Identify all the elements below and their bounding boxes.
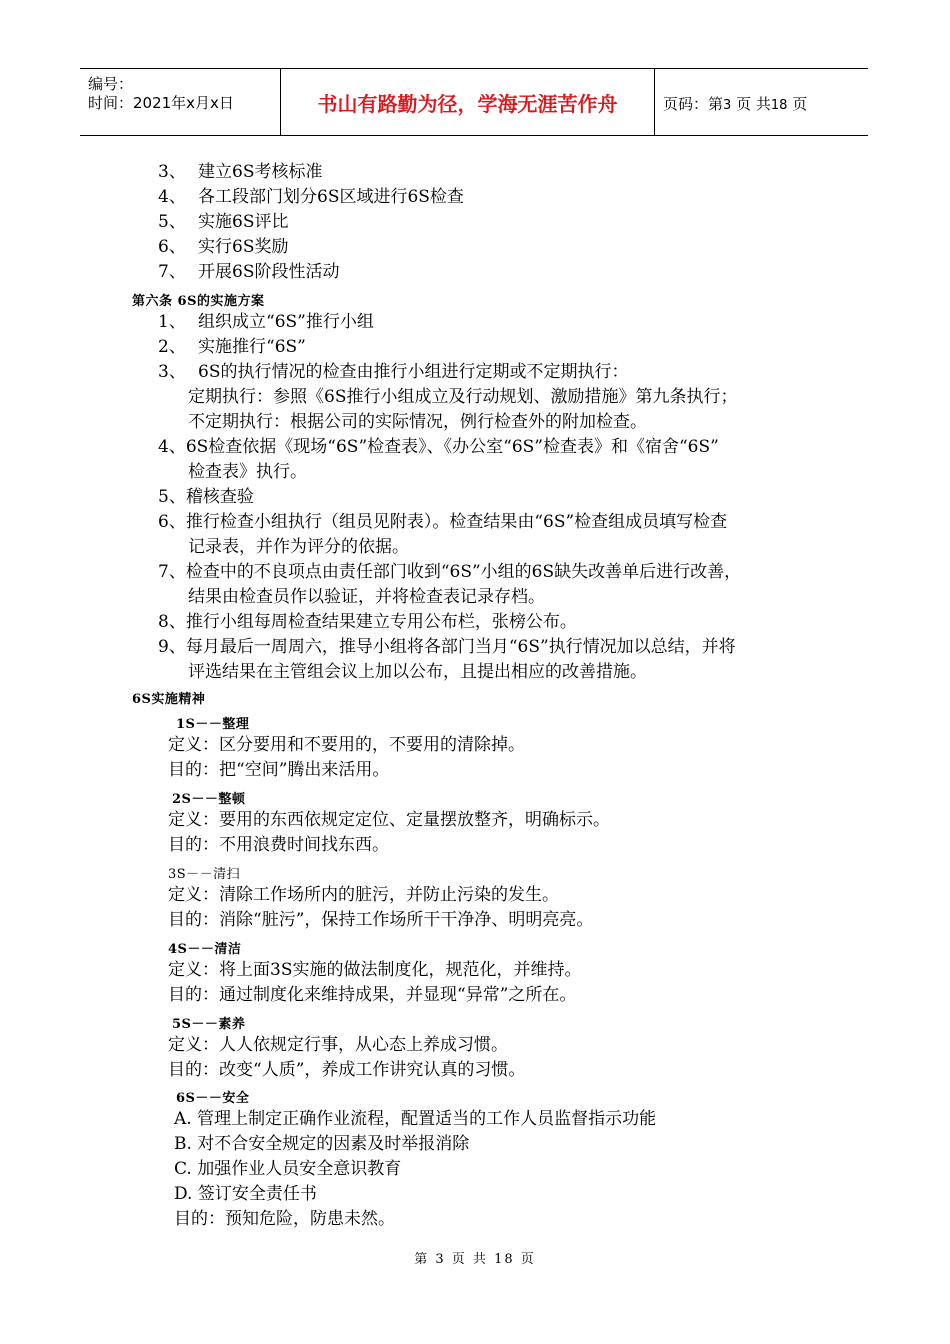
- aim-line: 目的：预知危险，防患未然。: [174, 1209, 395, 1229]
- list-item-detail: 不定期执行：根据公司的实际情况，例行检查外的附加检查。: [188, 412, 647, 432]
- list-item: 7、 开展6S阶段性活动: [158, 262, 340, 282]
- list-item: 6、 实行6S奖励: [158, 237, 289, 257]
- list-item: 3、 建立6S考核标准: [158, 162, 323, 182]
- subsection-title: 2S－－整顿: [172, 792, 246, 807]
- list-item-continued: 结果由检查员作以验证，并将检查表记录存档。: [188, 587, 545, 607]
- list-item-continued: 检查表》执行。: [188, 462, 307, 482]
- list-item: 4、 各工段部门划分6S区域进行6S检查: [158, 187, 464, 207]
- safety-point: C. 加强作业人员安全意识教育: [174, 1159, 402, 1179]
- list-item-continued: 记录表，并作为评分的依据。: [188, 537, 409, 557]
- header-motto: 书山有路勤为径，学海无涯苦作舟: [317, 91, 618, 116]
- section-heading: 第六条 6S的实施方案: [132, 294, 265, 309]
- aim-line: 目的：消除“脏污”，保持工作场所干干净净、明明亮亮。: [168, 910, 594, 930]
- list-item-continued: 评选结果在主管组会议上加以公布，且提出相应的改善措施。: [188, 662, 647, 682]
- definition-line: 定义：清除工作场所内的脏污，并防止污染的发生。: [168, 885, 559, 905]
- header-divider: [654, 69, 655, 135]
- section-heading: 6S实施精神: [132, 692, 206, 707]
- list-item-detail: 定期执行：参照《6S推行小组成立及行动规划、激励措施》第九条执行；: [188, 387, 738, 407]
- list-item: 3、 6S的执行情况的检查由推行小组进行定期或不定期执行：: [158, 362, 629, 382]
- list-item: 1、 组织成立“6S”推行小组: [158, 312, 374, 332]
- aim-line: 目的：把“空间”腾出来活用。: [168, 760, 390, 780]
- page-footer: 第 3 页 共 18 页: [414, 1252, 536, 1267]
- definition-line: 定义：要用的东西依规定定位、定量摆放整齐，明确标示。: [168, 810, 610, 830]
- aim-line: 目的：不用浪费时间找东西。: [168, 835, 389, 855]
- definition-line: 定义：将上面3S实施的做法制度化，规范化，并维持。: [168, 960, 582, 980]
- list-item: 8、推行小组每周检查结果建立专用公布栏，张榜公布。: [158, 612, 577, 632]
- serial-label: 编号：: [88, 75, 134, 93]
- list-item: 6、推行检查小组执行（组员见附表）。检查结果由“6S”检查组成员填写检查: [158, 512, 728, 532]
- safety-point: B. 对不合安全规定的因素及时举报消除: [174, 1134, 470, 1154]
- list-item: 5、稽核查验: [158, 487, 254, 507]
- subsection-title: 3S－－清扫: [168, 867, 241, 882]
- date-label: 时间：2021年x月x日: [88, 94, 234, 112]
- definition-line: 定义：区分要用和不要用的，不要用的清除掉。: [168, 735, 525, 755]
- list-item: 5、 实施6S评比: [158, 212, 289, 232]
- list-item: 7、检查中的不良项点由责任部门收到“6S”小组的6S缺失改善单后进行改善，: [158, 562, 742, 582]
- aim-line: 目的：改变“人质”，养成工作讲究认真的习惯。: [168, 1060, 526, 1080]
- page-header: [80, 68, 868, 136]
- subsection-title: 1S－－整理: [176, 717, 250, 732]
- subsection-title: 6S－－安全: [176, 1091, 250, 1106]
- list-item: 2、 实施推行“6S”: [158, 337, 306, 357]
- header-meta: [80, 69, 280, 135]
- subsection-title: 4S－－清洁: [168, 942, 242, 957]
- header-page-number: 页码：第3 页 共18 页: [663, 95, 808, 113]
- safety-point: A. 管理上制定正确作业流程，配置适当的工作人员监督指示功能: [174, 1109, 657, 1129]
- definition-line: 定义：人人依规定行事，从心态上养成习惯。: [168, 1035, 508, 1055]
- subsection-title: 5S－－素养: [172, 1017, 246, 1032]
- list-item: 4、6S检查依据《现场“6S”检查表》、《办公室“6S”检查表》和《宿舍“6S”: [158, 437, 719, 457]
- aim-line: 目的：通过制度化来维持成果，并显现“异常”之所在。: [168, 985, 577, 1005]
- safety-point: D. 签订安全责任书: [174, 1184, 317, 1204]
- list-item: 9、每月最后一周周六，推导小组将各部门当月“6S”执行情况加以总结，并将: [158, 637, 736, 657]
